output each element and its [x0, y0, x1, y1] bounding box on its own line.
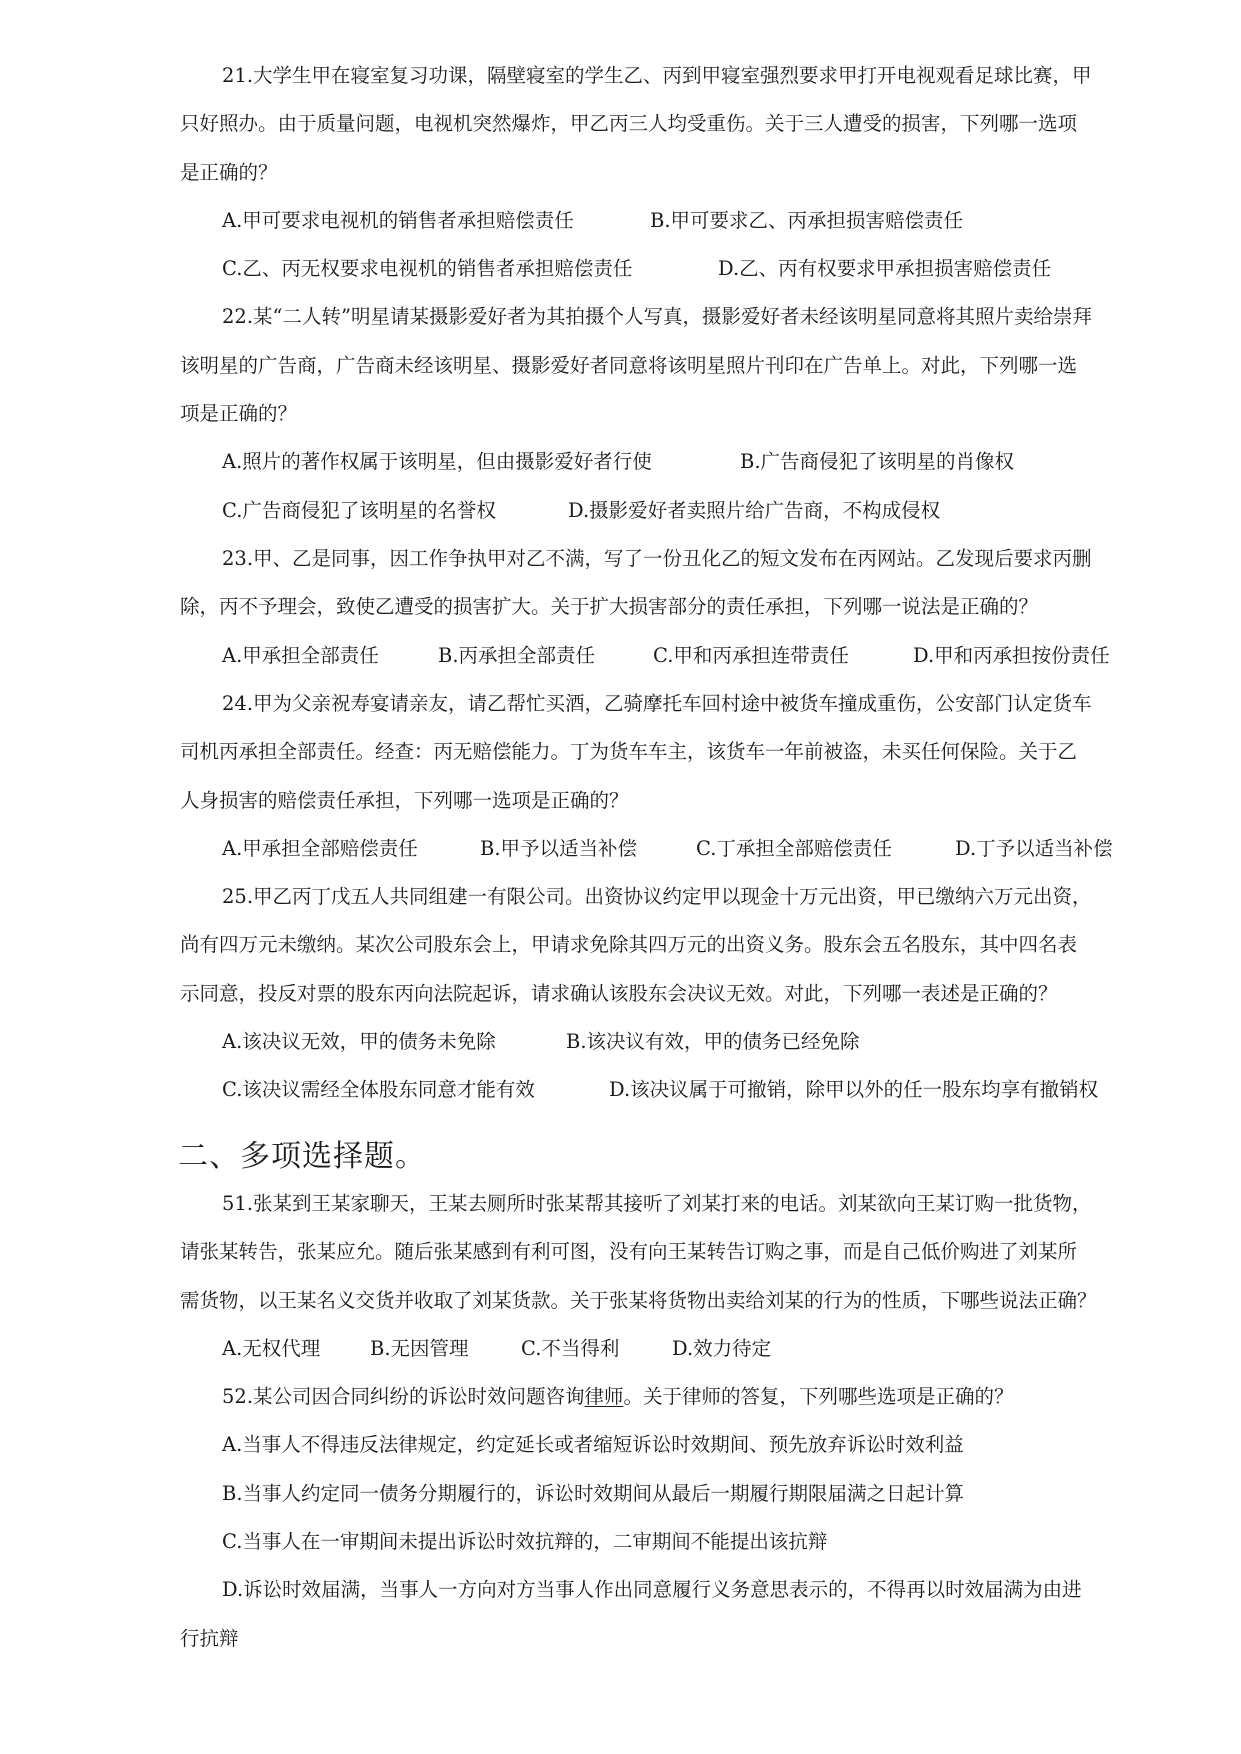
q52-stem-text-before: 52.某公司因合同纠纷的诉讼时效问题咨询 [222, 1385, 585, 1408]
q52-option-d-line-2: 行抗辩 [180, 1627, 239, 1650]
q52-stem-line-1 [222, 1384, 1180, 1410]
q52-option-a: A.当事人不得违反法律规定，约定延长或者缩短诉讼时效期间、预先放弃诉讼时效利益 [222, 1433, 964, 1456]
q21-option-a: A.甲可要求电视机的销售者承担赔偿责任 [222, 209, 574, 232]
q24-stem-line-3: 人身损害的赔偿责任承担，下列哪一选项是正确的？ [180, 789, 629, 812]
q25-option-a: A.该决议无效，甲的债务未免除 [222, 1030, 496, 1053]
q22-option-c: C.广告商侵犯了该明星的名誉权 [222, 499, 496, 522]
q22-stem-line-2: 该明星的广告商，广告商未经该明星、摄影爱好者同意将该明星照片刊印在广告单上。对此，下列哪一选 [180, 354, 1078, 377]
q21-stem-line-3: 是正确的？ [180, 161, 278, 184]
q25-stem-line-2: 尚有四万元未缴纳。某次公司股东会上，甲请求免除其四万元的出资义务。股东会五名股东，其中四名表 [180, 933, 1078, 956]
q52-option-b: B.当事人约定同一债务分期履行的，诉讼时效期间从最后一期履行期限届满之日起计算 [222, 1482, 965, 1505]
q23-stem-line-2: 除，丙不予理会，致使乙遭受的损害扩大。关于扩大损害部分的责任承担，下列哪一说法是正确的？ [180, 595, 1039, 618]
q22-option-d: D.摄影爱好者卖照片给广告商，不构成侵权 [568, 499, 941, 522]
q23-option-a: A.甲承担全部责任 [222, 644, 379, 667]
q51-option-a: A.无权代理 [222, 1337, 321, 1360]
q24-option-b: B.甲予以适当补偿 [480, 837, 638, 860]
q23-stem-line-1: 23.甲、乙是同事，因工作争执甲对乙不满，写了一份丑化乙的短文发布在丙网站。乙发现后要求丙删 [222, 547, 1092, 570]
q25-option-d: D.该决议属于可撤销，除甲以外的任一股东均享有撤销权 [609, 1078, 1099, 1101]
q24-stem-line-1: 24.甲为父亲祝寿宴请亲友，请乙帮忙买酒，乙骑摩托车回村途中被货车撞成重伤，公安部门认定货车 [222, 692, 1092, 715]
q52-option-c: C.当事人在一审期间未提出诉讼时效抗辩的，二审期间不能提出该抗辩 [222, 1530, 828, 1553]
q51-stem-line-2: 请张某转告，张某应允。随后张某感到有利可图，没有向王某转告订购之事，而是自己低价购进了刘某所 [180, 1240, 1078, 1263]
q52-stem-text-after: 。关于律师的答复，下列哪些选项是正确的？ [623, 1385, 1014, 1408]
q51-option-b: B.无因管理 [370, 1337, 469, 1360]
q21-stem-line-1: 21.大学生甲在寝室复习功课，隔壁寝室的学生乙、丙到甲寝室强烈要求甲打开电视观看足球比赛，甲 [222, 64, 1092, 87]
q22-option-b: B.广告商侵犯了该明星的肖像权 [740, 450, 1015, 473]
q23-option-d: D.甲和丙承担按份责任 [913, 644, 1110, 667]
lawyer-link[interactable]: 律师 [584, 1385, 624, 1408]
q52-option-d-line-1: D.诉讼时效届满，当事人一方向对方当事人作出同意履行义务意思表示的，不得再以时效届满为由进 [222, 1578, 1082, 1601]
q24-option-d: D.丁予以适当补偿 [955, 837, 1113, 860]
q22-stem-line-3: 项是正确的？ [180, 402, 298, 425]
q22-option-a: A.照片的著作权属于该明星，但由摄影爱好者行使 [222, 450, 652, 473]
section-heading-multiple-choice: 二、多项选择题。 [178, 1139, 426, 1174]
q21-option-b: B.甲可要求乙、丙承担损害赔偿责任 [650, 209, 964, 232]
q24-option-c: C.丁承担全部赔偿责任 [696, 837, 892, 860]
q21-stem-line-2: 只好照办。由于质量问题，电视机突然爆炸，甲乙丙三人均受重伤。关于三人遭受的损害，下列哪一选项 [180, 112, 1078, 135]
q23-option-b: B.丙承担全部责任 [438, 644, 596, 667]
q25-stem-line-3: 示同意，投反对票的股东丙向法院起诉，请求确认该股东会决议无效。对此，下列哪一表述是正确的？ [180, 982, 1058, 1005]
q24-stem-line-2: 司机丙承担全部责任。经查：丙无赔偿能力。丁为货车车主，该货车一年前被盗，未买任何保险。关于乙 [180, 740, 1078, 763]
q51-stem-line-1: 51.张某到王某家聊天，王某去厕所时张某帮其接听了刘某打来的电话。刘某欲向王某订购一批货物， [222, 1192, 1092, 1215]
q24-option-a: A.甲承担全部赔偿责任 [222, 837, 418, 860]
q22-stem-line-1: 22.某“二人转”明星请某摄影爱好者为其拍摄个人写真，摄影爱好者未经该明星同意将其照片卖给崇拜 [222, 305, 1092, 328]
q23-option-c: C.甲和丙承担连带责任 [653, 644, 849, 667]
q21-option-c: C.乙、丙无权要求电视机的销售者承担赔偿责任 [222, 257, 633, 280]
q51-option-d: D.效力待定 [672, 1337, 772, 1360]
q25-stem-line-1: 25.甲乙丙丁戊五人共同组建一有限公司。出资协议约定甲以现金十万元出资，甲已缴纳六万元出资， [222, 885, 1092, 908]
q51-stem-line-3: 需货物，以王某名义交货并收取了刘某货款。关于张某将货物出卖给刘某的行为的性质，下哪些说法正确？ [180, 1289, 1097, 1312]
q25-option-b: B.该决议有效，甲的债务已经免除 [566, 1030, 860, 1053]
q25-option-c: C.该决议需经全体股东同意才能有效 [222, 1078, 535, 1101]
q21-option-d: D.乙、丙有权要求甲承担损害赔偿责任 [718, 257, 1052, 280]
q51-option-c: C.不当得利 [521, 1337, 620, 1360]
